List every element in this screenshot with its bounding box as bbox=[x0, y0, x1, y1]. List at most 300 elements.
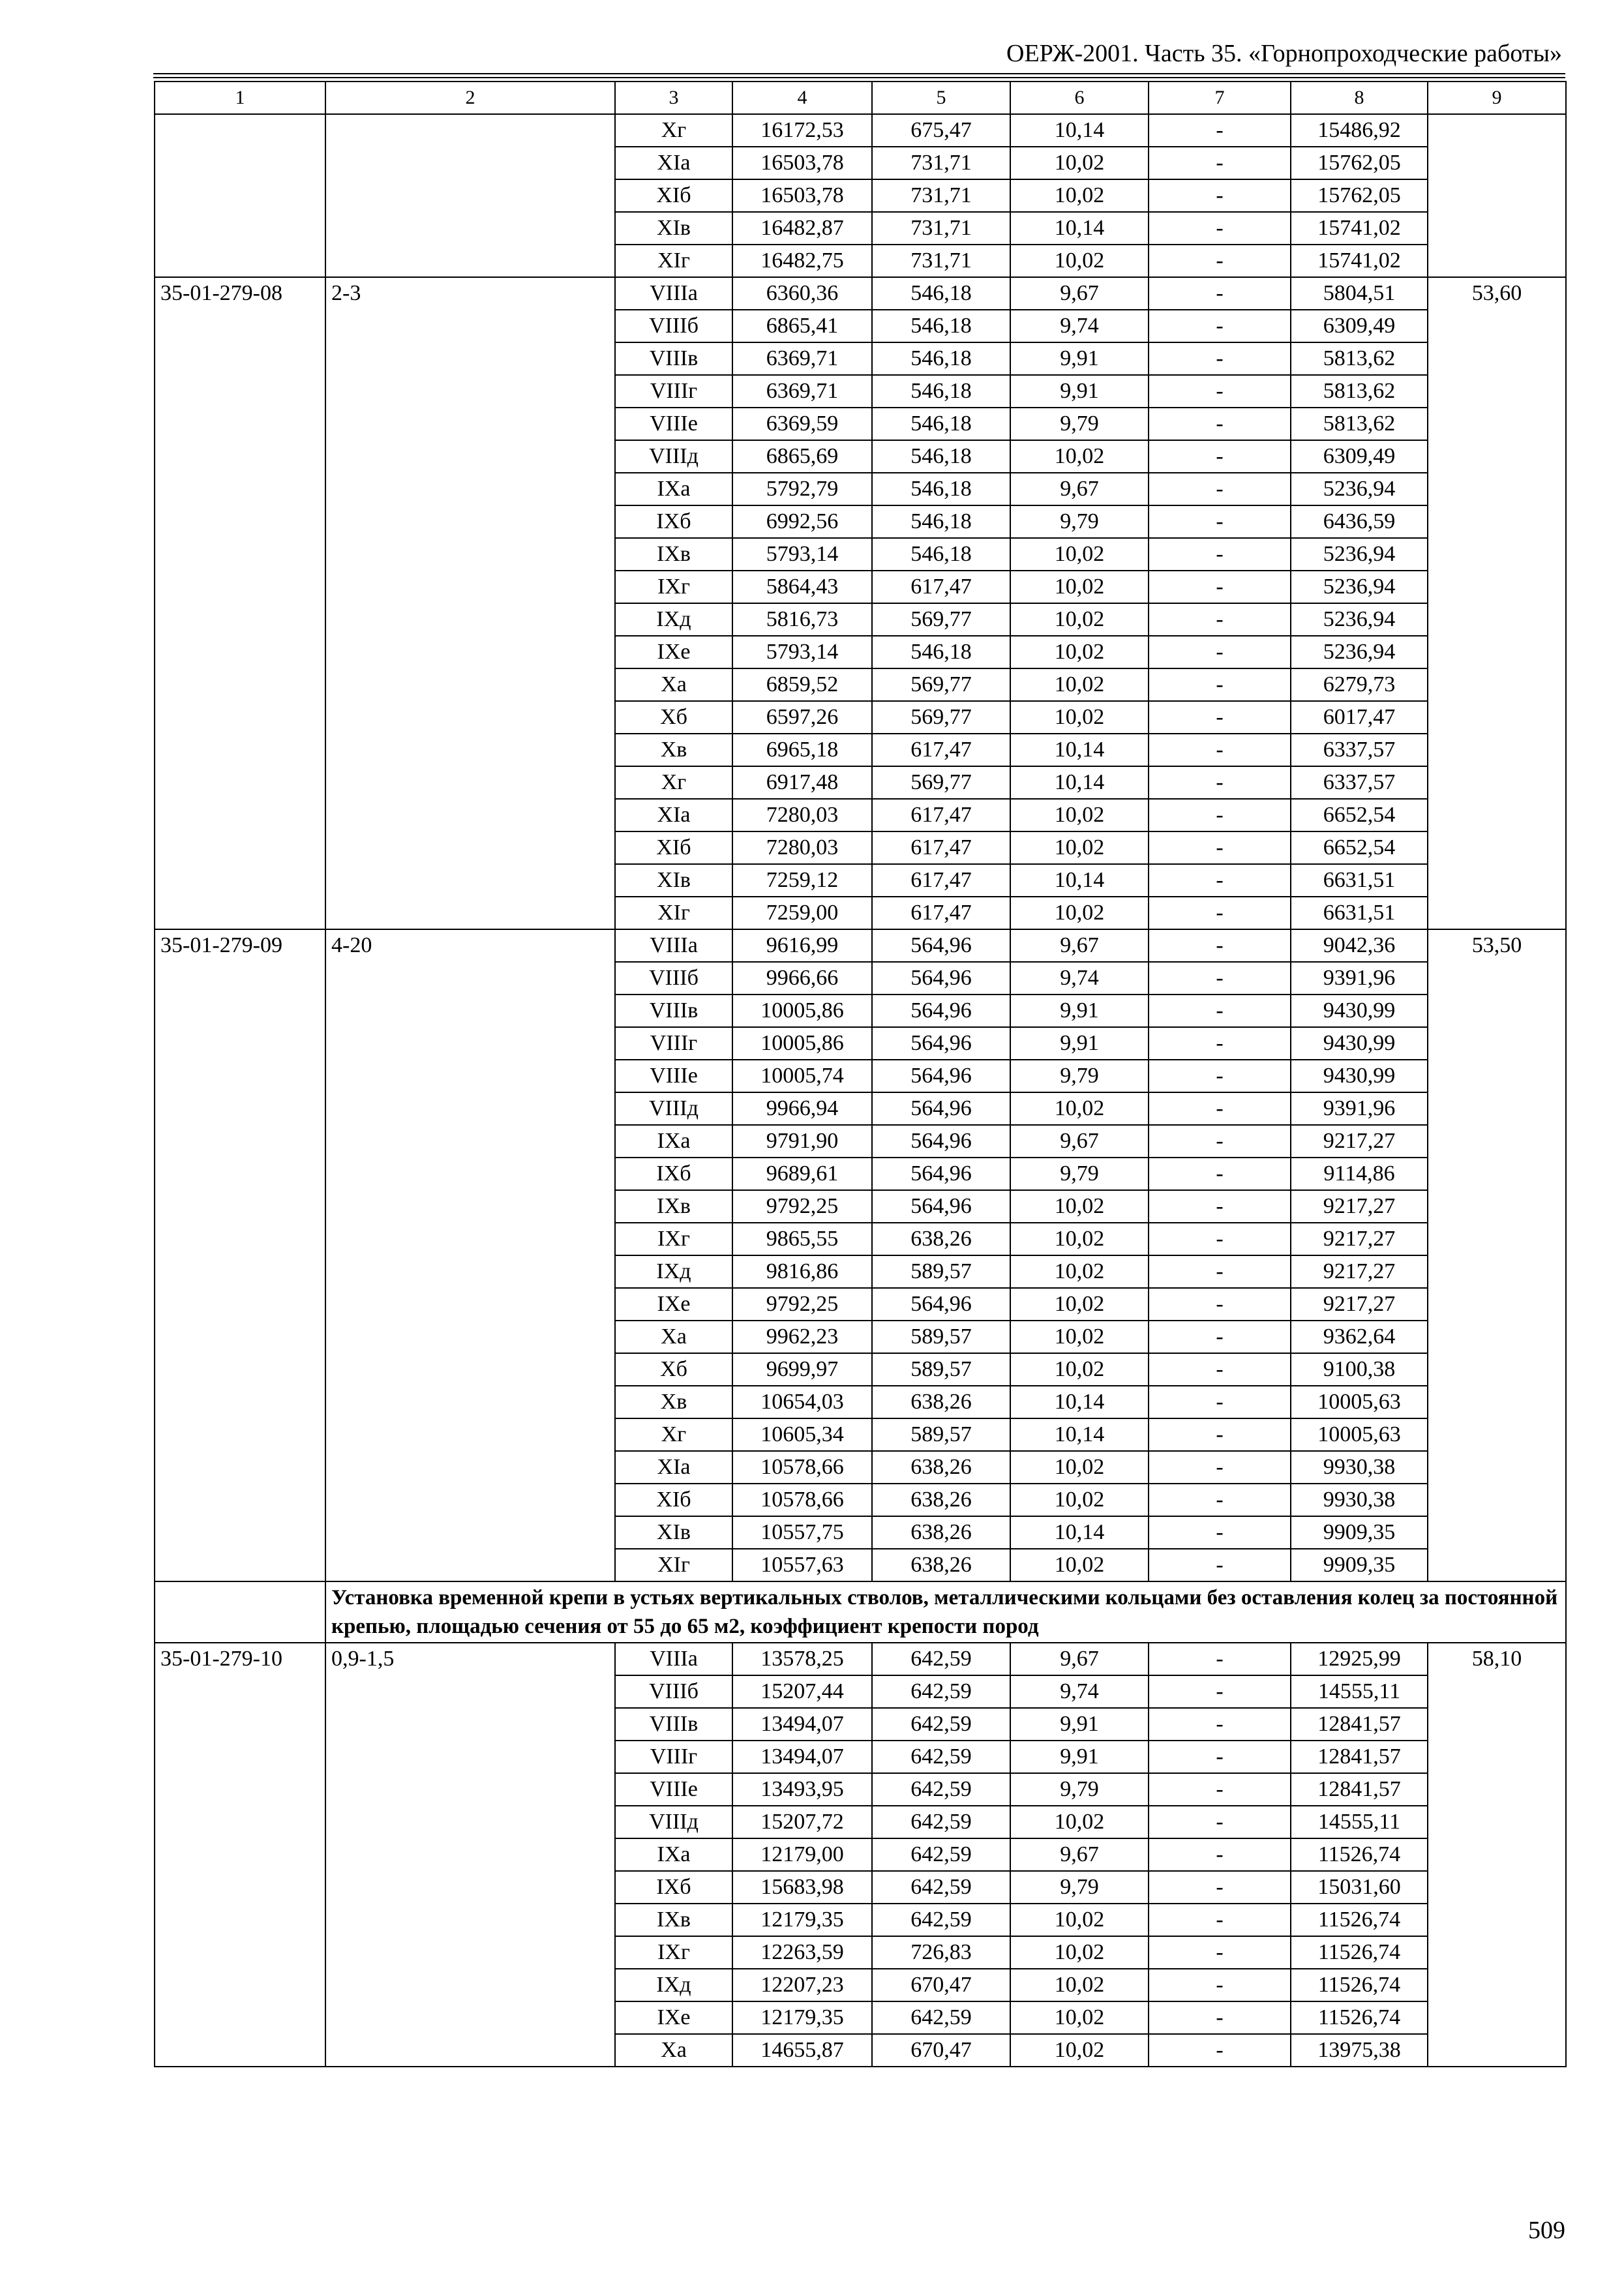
table-cell: 9217,27 bbox=[1291, 1190, 1428, 1223]
table-cell: 564,96 bbox=[872, 929, 1010, 962]
table-cell: 7259,00 bbox=[732, 897, 872, 929]
table-cell: XIв bbox=[615, 1516, 732, 1549]
code-cell: 35-01-279-08 bbox=[155, 277, 325, 929]
table-cell: 10557,75 bbox=[732, 1516, 872, 1549]
table-cell: 16482,75 bbox=[732, 245, 872, 277]
table-cell: XIг bbox=[615, 897, 732, 929]
table-cell: 546,18 bbox=[872, 277, 1010, 310]
table-cell: 9,67 bbox=[1010, 277, 1149, 310]
table-cell: 6436,59 bbox=[1291, 505, 1428, 538]
table-cell: 7259,12 bbox=[732, 864, 872, 897]
table-cell: 13975,38 bbox=[1291, 2034, 1428, 2067]
table-cell: 638,26 bbox=[872, 1223, 1010, 1255]
table-cell: - bbox=[1149, 864, 1291, 897]
table-cell: IXб bbox=[615, 1158, 732, 1190]
table-cell: - bbox=[1149, 1484, 1291, 1516]
table-cell: 6309,49 bbox=[1291, 310, 1428, 342]
table-cell: 10,02 bbox=[1010, 1451, 1149, 1484]
table-cell: 6309,49 bbox=[1291, 440, 1428, 473]
table-cell: XIв bbox=[615, 864, 732, 897]
table-cell: 6917,48 bbox=[732, 766, 872, 799]
table-cell: 569,77 bbox=[872, 766, 1010, 799]
param-cell: 4-20 bbox=[325, 929, 615, 1581]
table-cell: 10,02 bbox=[1010, 603, 1149, 636]
table-cell: IXе bbox=[615, 1288, 732, 1321]
table-cell: 589,57 bbox=[872, 1321, 1010, 1353]
table-cell: - bbox=[1149, 1190, 1291, 1223]
table-cell: 6597,26 bbox=[732, 701, 872, 734]
table-cell: VIIIд bbox=[615, 440, 732, 473]
table-cell: 9,79 bbox=[1010, 505, 1149, 538]
table-cell: Xг bbox=[615, 114, 732, 147]
table-cell: VIIIб bbox=[615, 962, 732, 995]
table-cell: 546,18 bbox=[872, 310, 1010, 342]
table-cell: - bbox=[1149, 1125, 1291, 1158]
table-cell: 10,14 bbox=[1010, 766, 1149, 799]
table-cell: 10605,34 bbox=[732, 1418, 872, 1451]
table-cell: 16482,87 bbox=[732, 212, 872, 245]
table-cell: 617,47 bbox=[872, 799, 1010, 831]
table-cell: 9217,27 bbox=[1291, 1255, 1428, 1288]
table-cell: 670,47 bbox=[872, 2034, 1010, 2067]
table-cell: 670,47 bbox=[872, 1969, 1010, 2001]
table-cell: Xб bbox=[615, 701, 732, 734]
table-cell: 546,18 bbox=[872, 505, 1010, 538]
table-cell: 10,14 bbox=[1010, 1516, 1149, 1549]
table-cell: 10,02 bbox=[1010, 245, 1149, 277]
table-cell: Xб bbox=[615, 1353, 732, 1386]
table-cell: 9391,96 bbox=[1291, 1092, 1428, 1125]
table-cell: 11526,74 bbox=[1291, 1969, 1428, 2001]
table-cell: - bbox=[1149, 342, 1291, 375]
column-number: 2 bbox=[325, 82, 615, 114]
table-cell: 9,67 bbox=[1010, 929, 1149, 962]
table-cell: 16503,78 bbox=[732, 179, 872, 212]
table-cell: 9,91 bbox=[1010, 1027, 1149, 1060]
table-cell: 10005,86 bbox=[732, 995, 872, 1027]
table-cell: 9217,27 bbox=[1291, 1223, 1428, 1255]
table-cell: 6279,73 bbox=[1291, 668, 1428, 701]
table-cell: 642,59 bbox=[872, 1838, 1010, 1871]
table-cell: - bbox=[1149, 1288, 1291, 1321]
table-cell: 9966,66 bbox=[732, 962, 872, 995]
table-cell: 9689,61 bbox=[732, 1158, 872, 1190]
table-cell: - bbox=[1149, 766, 1291, 799]
table-cell: 9100,38 bbox=[1291, 1353, 1428, 1386]
table-cell: - bbox=[1149, 1969, 1291, 2001]
table-cell: 675,47 bbox=[872, 114, 1010, 147]
column-number: 9 bbox=[1428, 82, 1566, 114]
table-cell: 10,02 bbox=[1010, 147, 1149, 179]
table-cell: 10,02 bbox=[1010, 1321, 1149, 1353]
table-cell: XIб bbox=[615, 831, 732, 864]
table-cell: - bbox=[1149, 571, 1291, 603]
table-cell: 10,02 bbox=[1010, 831, 1149, 864]
table-cell: 6631,51 bbox=[1291, 897, 1428, 929]
table-cell: 617,47 bbox=[872, 571, 1010, 603]
table-cell: 564,96 bbox=[872, 1027, 1010, 1060]
table-cell: 11526,74 bbox=[1291, 1936, 1428, 1969]
table-cell: 731,71 bbox=[872, 179, 1010, 212]
table-cell: 6369,59 bbox=[732, 408, 872, 440]
table-cell: - bbox=[1149, 1353, 1291, 1386]
table-cell: 14555,11 bbox=[1291, 1806, 1428, 1838]
table-cell: 10,02 bbox=[1010, 701, 1149, 734]
table-cell: 10557,63 bbox=[732, 1549, 872, 1581]
table-cell: 726,83 bbox=[872, 1936, 1010, 1969]
table-cell: 731,71 bbox=[872, 212, 1010, 245]
table-cell: 642,59 bbox=[872, 1708, 1010, 1741]
table-cell: - bbox=[1149, 310, 1291, 342]
table-cell: 642,59 bbox=[872, 1675, 1010, 1708]
table-cell: XIб bbox=[615, 179, 732, 212]
table-cell: IXг bbox=[615, 1223, 732, 1255]
table-cell: 5236,94 bbox=[1291, 473, 1428, 505]
table-cell: 6652,54 bbox=[1291, 831, 1428, 864]
table-cell: 6337,57 bbox=[1291, 734, 1428, 766]
table-cell: 6965,18 bbox=[732, 734, 872, 766]
table-cell: 638,26 bbox=[872, 1516, 1010, 1549]
rates-table bbox=[154, 81, 1567, 2067]
page-number: 509 bbox=[1528, 2217, 1565, 2244]
table-cell: - bbox=[1149, 1158, 1291, 1190]
table-cell: 12841,57 bbox=[1291, 1708, 1428, 1741]
table-cell: Xа bbox=[615, 2034, 732, 2067]
table-cell: - bbox=[1149, 1708, 1291, 1741]
table-cell: 9930,38 bbox=[1291, 1451, 1428, 1484]
table-cell: 6865,41 bbox=[732, 310, 872, 342]
table-cell: 16172,53 bbox=[732, 114, 872, 147]
column-number-row bbox=[155, 82, 1566, 114]
table-cell: 11526,74 bbox=[1291, 2001, 1428, 2034]
table-cell: 10,02 bbox=[1010, 1904, 1149, 1936]
table-cell: Xв bbox=[615, 1386, 732, 1418]
table-cell: 638,26 bbox=[872, 1484, 1010, 1516]
table-cell: 5236,94 bbox=[1291, 636, 1428, 668]
table-cell: 638,26 bbox=[872, 1549, 1010, 1581]
table-cell: 9966,94 bbox=[732, 1092, 872, 1125]
table-cell: 10578,66 bbox=[732, 1451, 872, 1484]
table-cell: 9,79 bbox=[1010, 1773, 1149, 1806]
table-cell: 9217,27 bbox=[1291, 1288, 1428, 1321]
table-cell: - bbox=[1149, 375, 1291, 408]
table-cell: 546,18 bbox=[872, 636, 1010, 668]
table-cell: 15741,02 bbox=[1291, 245, 1428, 277]
table-cell: - bbox=[1149, 114, 1291, 147]
table-cell: VIIIб bbox=[615, 1675, 732, 1708]
table-cell: 13494,07 bbox=[732, 1741, 872, 1773]
table-cell: - bbox=[1149, 408, 1291, 440]
table-cell: VIIIб bbox=[615, 310, 732, 342]
table-row bbox=[155, 114, 1566, 147]
table-cell: XIа bbox=[615, 1451, 732, 1484]
table-cell: 10,02 bbox=[1010, 1484, 1149, 1516]
table-cell: 10,02 bbox=[1010, 2034, 1149, 2067]
table-cell: - bbox=[1149, 799, 1291, 831]
table-cell: 6652,54 bbox=[1291, 799, 1428, 831]
table-cell: 5236,94 bbox=[1291, 603, 1428, 636]
table-cell: Xа bbox=[615, 1321, 732, 1353]
table-cell: 6017,47 bbox=[1291, 701, 1428, 734]
table-cell: - bbox=[1149, 897, 1291, 929]
table-cell: - bbox=[1149, 1806, 1291, 1838]
param-cell: 2-3 bbox=[325, 277, 615, 929]
table-cell: 9,91 bbox=[1010, 995, 1149, 1027]
table-cell: - bbox=[1149, 962, 1291, 995]
table-cell: 642,59 bbox=[872, 2001, 1010, 2034]
table-cell: 15741,02 bbox=[1291, 212, 1428, 245]
table-cell: - bbox=[1149, 1838, 1291, 1871]
table-cell: VIIIд bbox=[615, 1806, 732, 1838]
table-cell: XIб bbox=[615, 1484, 732, 1516]
table-cell: - bbox=[1149, 995, 1291, 1027]
table-cell: 9362,64 bbox=[1291, 1321, 1428, 1353]
table-cell: 15762,05 bbox=[1291, 179, 1428, 212]
table-cell: 9,74 bbox=[1010, 962, 1149, 995]
table-cell: 12925,99 bbox=[1291, 1643, 1428, 1675]
table-cell: 11526,74 bbox=[1291, 1904, 1428, 1936]
table-cell: 564,96 bbox=[872, 1190, 1010, 1223]
table-cell: 12263,59 bbox=[732, 1936, 872, 1969]
table-cell: 10,14 bbox=[1010, 734, 1149, 766]
table-cell: 9699,97 bbox=[732, 1353, 872, 1386]
table-cell: 731,71 bbox=[872, 245, 1010, 277]
code-cell: 35-01-279-09 bbox=[155, 929, 325, 1581]
table-cell: 10,14 bbox=[1010, 864, 1149, 897]
table-cell: 589,57 bbox=[872, 1418, 1010, 1451]
table-cell: - bbox=[1149, 929, 1291, 962]
code-cell bbox=[155, 114, 325, 277]
table-cell: - bbox=[1149, 1904, 1291, 1936]
table-cell: IXг bbox=[615, 571, 732, 603]
table-cell: VIIIд bbox=[615, 1092, 732, 1125]
table-cell: 9,79 bbox=[1010, 1158, 1149, 1190]
table-cell: 10,02 bbox=[1010, 1190, 1149, 1223]
table-cell: 13578,25 bbox=[732, 1643, 872, 1675]
table-cell: - bbox=[1149, 701, 1291, 734]
table-cell: 9792,25 bbox=[732, 1288, 872, 1321]
table-cell: 564,96 bbox=[872, 1288, 1010, 1321]
table-cell: 15762,05 bbox=[1291, 147, 1428, 179]
table-body bbox=[155, 82, 1566, 2067]
table-cell: 9430,99 bbox=[1291, 1027, 1428, 1060]
table-cell: IXд bbox=[615, 603, 732, 636]
column-number: 1 bbox=[155, 82, 325, 114]
table-cell: 9962,23 bbox=[732, 1321, 872, 1353]
table-cell: 10005,86 bbox=[732, 1027, 872, 1060]
table-cell: 9,67 bbox=[1010, 1125, 1149, 1158]
table-cell: - bbox=[1149, 1675, 1291, 1708]
table-cell: 9816,86 bbox=[732, 1255, 872, 1288]
table-cell: 617,47 bbox=[872, 831, 1010, 864]
table-cell: 9,91 bbox=[1010, 342, 1149, 375]
table-cell: XIа bbox=[615, 147, 732, 179]
table-cell: - bbox=[1149, 147, 1291, 179]
table-cell: 9,91 bbox=[1010, 375, 1149, 408]
table-cell: 617,47 bbox=[872, 734, 1010, 766]
table-cell: IXд bbox=[615, 1969, 732, 2001]
col9-cell: 53,60 bbox=[1428, 277, 1566, 929]
table-cell: 15207,72 bbox=[732, 1806, 872, 1838]
header-rule bbox=[153, 73, 1565, 78]
param-cell: 0,9-1,5 bbox=[325, 1643, 615, 2067]
table-cell: VIIIа bbox=[615, 1643, 732, 1675]
column-number: 7 bbox=[1149, 82, 1291, 114]
table-cell: 10,02 bbox=[1010, 799, 1149, 831]
table-cell: 589,57 bbox=[872, 1255, 1010, 1288]
table-cell: VIIIг bbox=[615, 375, 732, 408]
table-cell: 6360,36 bbox=[732, 277, 872, 310]
table-cell: IXе bbox=[615, 636, 732, 668]
table-cell: IXа bbox=[615, 1125, 732, 1158]
table-cell: 546,18 bbox=[872, 440, 1010, 473]
table-cell: 731,71 bbox=[872, 147, 1010, 179]
table-cell: - bbox=[1149, 831, 1291, 864]
table-cell: VIIIв bbox=[615, 995, 732, 1027]
table-cell: 10005,63 bbox=[1291, 1386, 1428, 1418]
table-cell: 5792,79 bbox=[732, 473, 872, 505]
table-cell: 13494,07 bbox=[732, 1708, 872, 1741]
table-cell: VIIIг bbox=[615, 1027, 732, 1060]
table-cell: 9909,35 bbox=[1291, 1516, 1428, 1549]
table-cell: 9,79 bbox=[1010, 1871, 1149, 1904]
table-cell: IXв bbox=[615, 538, 732, 571]
column-number: 4 bbox=[732, 82, 872, 114]
table-cell: 6859,52 bbox=[732, 668, 872, 701]
table-cell: Xг bbox=[615, 766, 732, 799]
table-cell: - bbox=[1149, 538, 1291, 571]
section-spacer-cell bbox=[155, 1581, 325, 1643]
table-cell: 564,96 bbox=[872, 1060, 1010, 1092]
table-cell: 9,91 bbox=[1010, 1708, 1149, 1741]
table-cell: 9616,99 bbox=[732, 929, 872, 962]
table-cell: 12841,57 bbox=[1291, 1773, 1428, 1806]
table-cell: Xа bbox=[615, 668, 732, 701]
table-cell: - bbox=[1149, 1451, 1291, 1484]
table-cell: - bbox=[1149, 1386, 1291, 1418]
table-cell: 10,14 bbox=[1010, 1418, 1149, 1451]
table-cell: 9,91 bbox=[1010, 1741, 1149, 1773]
table-cell: - bbox=[1149, 1092, 1291, 1125]
table-cell: IXа bbox=[615, 1838, 732, 1871]
table-cell: 638,26 bbox=[872, 1386, 1010, 1418]
table-cell: VIIIе bbox=[615, 1060, 732, 1092]
table-cell: 10,14 bbox=[1010, 212, 1149, 245]
table-cell: 5793,14 bbox=[732, 538, 872, 571]
section-row bbox=[155, 1581, 1566, 1643]
table-cell: 10,02 bbox=[1010, 538, 1149, 571]
table-cell: - bbox=[1149, 1060, 1291, 1092]
table-cell: 7280,03 bbox=[732, 799, 872, 831]
col9-cell: 58,10 bbox=[1428, 1643, 1566, 2067]
table-cell: 617,47 bbox=[872, 897, 1010, 929]
table-cell: 617,47 bbox=[872, 864, 1010, 897]
table-cell: - bbox=[1149, 734, 1291, 766]
table-row bbox=[155, 277, 1566, 310]
table-cell: 9930,38 bbox=[1291, 1484, 1428, 1516]
table-cell: 6992,56 bbox=[732, 505, 872, 538]
section-title: Установка временной крепи в устьях вертикальных стволов, металлическими кольцами без оставления колец за постоянной крепью, площадью сечения от 55 до 65 м2, коэффициент крепости пород bbox=[325, 1581, 1566, 1643]
table-cell: IXа bbox=[615, 473, 732, 505]
table-cell: - bbox=[1149, 1643, 1291, 1675]
running-header: ОЕРЖ-2001. Часть 35. «Горнопроходческие работы» bbox=[1006, 40, 1562, 67]
table-cell: IXв bbox=[615, 1190, 732, 1223]
table-cell: 9,74 bbox=[1010, 1675, 1149, 1708]
table-cell: 564,96 bbox=[872, 995, 1010, 1027]
col9-cell bbox=[1428, 114, 1566, 277]
table-cell: VIIIв bbox=[615, 1708, 732, 1741]
table-cell: 5813,62 bbox=[1291, 375, 1428, 408]
table-cell: 10654,03 bbox=[732, 1386, 872, 1418]
table-cell: - bbox=[1149, 2034, 1291, 2067]
table-cell: 5793,14 bbox=[732, 636, 872, 668]
table-cell: 564,96 bbox=[872, 1125, 1010, 1158]
column-number: 5 bbox=[872, 82, 1010, 114]
table-cell: 10,02 bbox=[1010, 1223, 1149, 1255]
table-cell: - bbox=[1149, 603, 1291, 636]
table-cell: - bbox=[1149, 668, 1291, 701]
table-cell: - bbox=[1149, 179, 1291, 212]
table-cell: 546,18 bbox=[872, 342, 1010, 375]
table-cell: 12841,57 bbox=[1291, 1741, 1428, 1773]
table-cell: 9430,99 bbox=[1291, 995, 1428, 1027]
table-cell: 6369,71 bbox=[732, 375, 872, 408]
table-cell: 546,18 bbox=[872, 473, 1010, 505]
table-cell: 10,02 bbox=[1010, 1936, 1149, 1969]
column-number: 8 bbox=[1291, 82, 1428, 114]
table-cell: 9865,55 bbox=[732, 1223, 872, 1255]
table-cell: - bbox=[1149, 1549, 1291, 1581]
table-cell: 10,02 bbox=[1010, 636, 1149, 668]
table-cell: 15207,44 bbox=[732, 1675, 872, 1708]
table-cell: 642,59 bbox=[872, 1904, 1010, 1936]
table-cell: 546,18 bbox=[872, 408, 1010, 440]
table-cell: 9,67 bbox=[1010, 1838, 1149, 1871]
table-cell: 638,26 bbox=[872, 1451, 1010, 1484]
table-cell: 9791,90 bbox=[732, 1125, 872, 1158]
table-cell: 11526,74 bbox=[1291, 1838, 1428, 1871]
table-cell: - bbox=[1149, 1418, 1291, 1451]
table-cell: 9391,96 bbox=[1291, 962, 1428, 995]
table-cell: 569,77 bbox=[872, 603, 1010, 636]
table-cell: 10,02 bbox=[1010, 179, 1149, 212]
table-cell: IXд bbox=[615, 1255, 732, 1288]
table-cell: 6865,69 bbox=[732, 440, 872, 473]
table-cell: 9,79 bbox=[1010, 1060, 1149, 1092]
table-cell: 9430,99 bbox=[1291, 1060, 1428, 1092]
table-cell: 10,02 bbox=[1010, 1288, 1149, 1321]
table-cell: 5236,94 bbox=[1291, 538, 1428, 571]
code-cell: 35-01-279-10 bbox=[155, 1643, 325, 2067]
table-cell: IXб bbox=[615, 505, 732, 538]
table-cell: VIIIе bbox=[615, 1773, 732, 1806]
table-cell: 5236,94 bbox=[1291, 571, 1428, 603]
table-cell: VIIIа bbox=[615, 929, 732, 962]
table-cell: 9114,86 bbox=[1291, 1158, 1428, 1190]
table-cell: 10,02 bbox=[1010, 897, 1149, 929]
table-cell: 14555,11 bbox=[1291, 1675, 1428, 1708]
table-cell: - bbox=[1149, 1773, 1291, 1806]
table-cell: 642,59 bbox=[872, 1741, 1010, 1773]
table-cell: XIв bbox=[615, 212, 732, 245]
table-cell: - bbox=[1149, 277, 1291, 310]
table-cell: VIIIа bbox=[615, 277, 732, 310]
table-cell: 10,14 bbox=[1010, 114, 1149, 147]
column-number: 6 bbox=[1010, 82, 1149, 114]
table-cell: VIIIг bbox=[615, 1741, 732, 1773]
table-cell: 12179,35 bbox=[732, 1904, 872, 1936]
table-cell: 9042,36 bbox=[1291, 929, 1428, 962]
